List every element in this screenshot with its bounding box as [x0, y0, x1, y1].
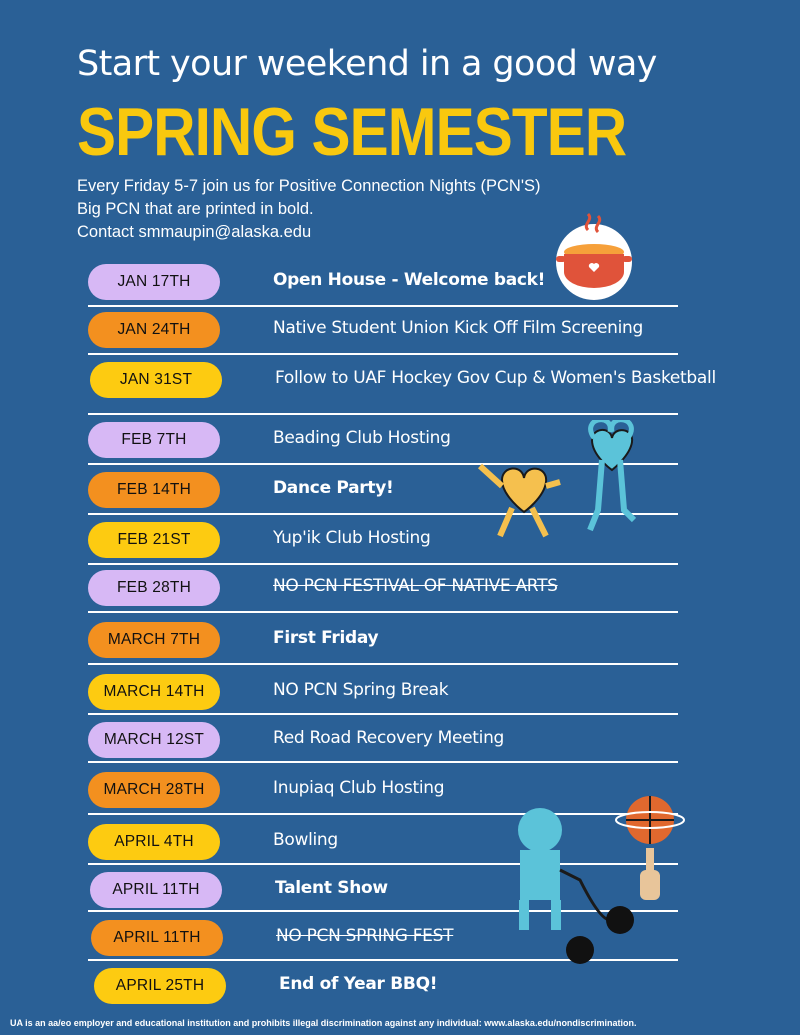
intro-line: Contact smmaupin@alaska.edu — [77, 223, 312, 241]
event-date-badge: MARCH 28TH — [88, 772, 220, 808]
event-title: Bowling — [273, 830, 338, 850]
event-row — [88, 568, 680, 614]
row-divider — [88, 761, 678, 763]
row-divider — [88, 305, 678, 307]
dancing-hearts-icon — [462, 420, 652, 550]
event-title: Open House - Welcome back! — [273, 270, 546, 290]
event-date-badge: MARCH 14TH — [88, 674, 220, 710]
event-date-badge: APRIL 4TH — [88, 824, 220, 860]
row-divider — [88, 663, 678, 665]
row-divider — [88, 353, 678, 355]
row-divider — [88, 563, 678, 565]
event-date-badge: FEB 28TH — [88, 570, 220, 606]
intro-line: Big PCN that are printed in bold. — [77, 200, 314, 218]
event-title: Red Road Recovery Meeting — [273, 728, 505, 748]
event-row — [88, 720, 680, 766]
event-title: Talent Show — [275, 878, 388, 898]
event-row — [90, 360, 716, 406]
event-row — [88, 310, 680, 356]
row-divider — [88, 713, 678, 715]
event-row — [88, 620, 680, 666]
event-title: First Friday — [273, 628, 379, 648]
footer-disclaimer: UA is an aa/eo employer and educational institution and prohibits illegal discrimination against any individual: www.alaska.edu/nondiscrimination. — [10, 1018, 637, 1028]
event-title: End of Year BBQ! — [279, 974, 438, 994]
event-title: NO PCN Spring Break — [273, 680, 449, 700]
event-title: Native Student Union Kick Off Film Screening — [273, 318, 643, 338]
event-title: Yup'ik Club Hosting — [273, 528, 431, 548]
event-date-badge: JAN 17TH — [88, 264, 220, 300]
event-title: Dance Party! — [273, 478, 394, 498]
event-row — [88, 672, 680, 718]
event-date-badge: MARCH 7TH — [88, 622, 220, 658]
event-title: NO PCN SPRING FEST — [276, 926, 454, 946]
event-date-badge: APRIL 11TH — [91, 920, 223, 956]
event-date-badge: FEB 7TH — [88, 422, 220, 458]
event-date-badge: FEB 14TH — [88, 472, 220, 508]
tagline: Start your weekend in a good way — [77, 44, 657, 84]
row-divider — [88, 611, 678, 613]
event-date-badge: JAN 31ST — [90, 362, 222, 398]
event-date-badge: APRIL 25TH — [94, 968, 226, 1004]
event-title: NO PCN FESTIVAL OF NATIVE ARTS — [273, 576, 558, 596]
page-title: SPRING SEMESTER — [77, 94, 627, 170]
soup-pot-icon — [548, 210, 640, 302]
intro-line: Every Friday 5-7 join us for Positive Connection Nights (PCN'S) — [77, 177, 541, 195]
event-title: Beading Club Hosting — [273, 428, 451, 448]
event-title: Follow to UAF Hockey Gov Cup & Women's Basketball — [275, 368, 716, 388]
intro-text — [77, 175, 541, 244]
event-date-badge: JAN 24TH — [88, 312, 220, 348]
basketball-figure-icon — [490, 790, 700, 990]
event-date-badge: FEB 21ST — [88, 522, 220, 558]
event-date-badge: MARCH 12ST — [88, 722, 220, 758]
row-divider — [88, 413, 678, 415]
event-title: Inupiaq Club Hosting — [273, 778, 445, 798]
event-date-badge: APRIL 11TH — [90, 872, 222, 908]
